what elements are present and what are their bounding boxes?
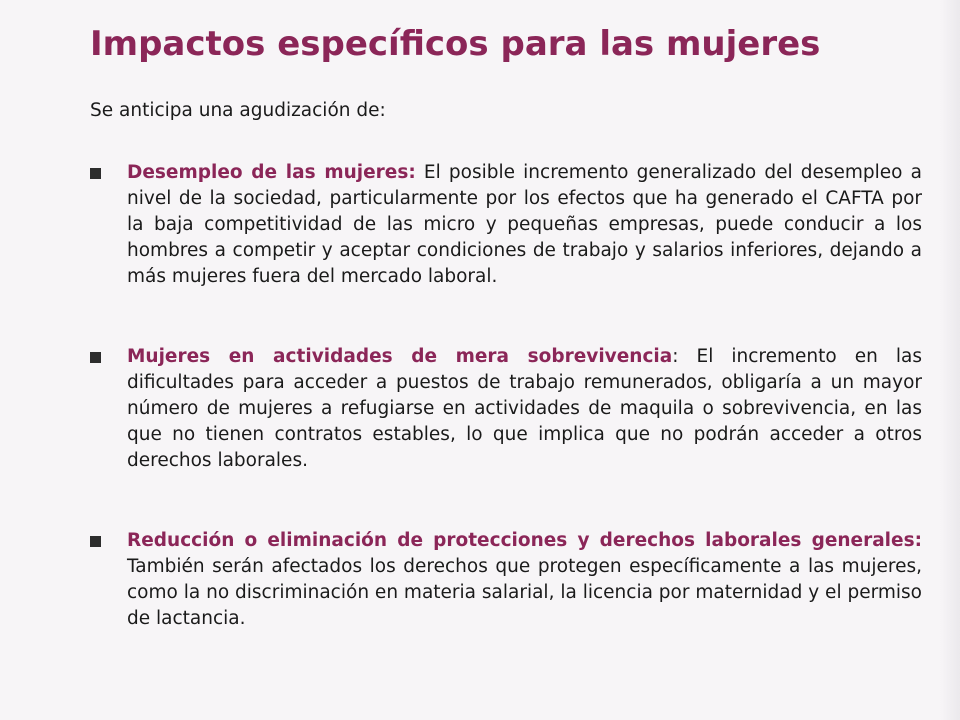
- bullet-list: [90, 160, 922, 632]
- bullet-term: Mujeres en actividades de mera sobrevivencia: [127, 346, 673, 367]
- square-bullet-icon: [90, 352, 101, 363]
- intro-text: Se anticipa una agudización de:: [90, 100, 386, 121]
- bullet-item-protecciones: [90, 528, 922, 632]
- square-bullet-icon: [90, 536, 101, 547]
- bullet-text: [127, 160, 922, 290]
- bullet-body: : El incremento en las dificultades para acceder a puestos de trabajo remunerados, obligaría a un mayor número de mujeres a refugiarse en actividades de maquila o sobrevivencia, en las que no tienen contratos estables, lo que implica que no podrán acceder a otros derechos laborales.: [127, 346, 922, 471]
- bullet-item-desempleo: [90, 160, 922, 290]
- square-bullet-icon: [90, 168, 101, 179]
- slide-title: Impactos específicos para las mujeres: [90, 24, 821, 64]
- bullet-item-sobrevivencia: [90, 344, 922, 474]
- bullet-term: Desempleo de las mujeres:: [127, 162, 416, 183]
- bullet-text: [127, 344, 922, 474]
- bullet-text: [127, 528, 922, 632]
- bullet-term: Reducción o eliminación de protecciones y derechos laborales generales:: [127, 530, 922, 551]
- bullet-body: También serán afectados los derechos que protegen específicamente a las mujeres, como la no discriminación en materia salarial, la licencia por maternidad y el permiso de lactancia.: [127, 556, 922, 629]
- bullet-body: El posible incremento generalizado del desempleo a nivel de la sociedad, particularmente por los efectos que ha generado el CAFTA por la baja competitividad de las micro y pequeñas empresas, puede conducir a los hombres a competir y aceptar condiciones de trabajo y salarios inferiores, dejando a más mujeres fuera del mercado laboral.: [127, 162, 922, 287]
